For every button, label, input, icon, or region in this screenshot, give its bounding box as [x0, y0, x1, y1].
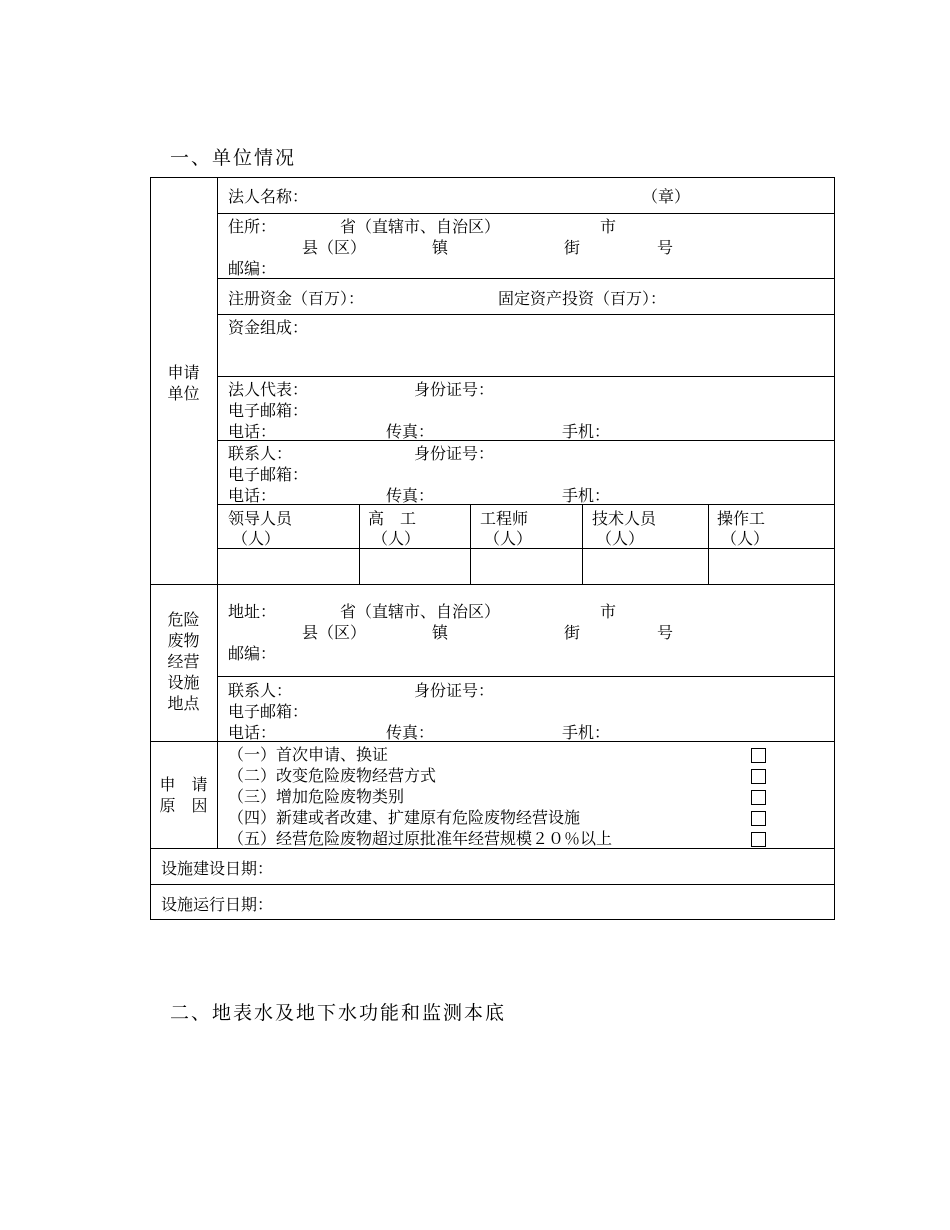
section-2-title: 二、地表水及地下水功能和监测本底: [170, 1002, 507, 1024]
legal-rep-mobile: 手机：: [562, 422, 611, 441]
reason-checkbox-3[interactable]: [751, 790, 766, 805]
facility-address-label: 地址：: [228, 602, 277, 621]
reason-item-3: （三）增加危险废物类别: [228, 787, 405, 806]
staff-header-engineers-unit: （人）: [484, 529, 533, 548]
contact-id: 身份证号：: [414, 444, 495, 463]
staff-header-technicians-unit: （人）: [596, 529, 645, 548]
reason-checkbox-4[interactable]: [751, 811, 766, 826]
address-number: 号: [657, 238, 674, 257]
address-city: 市: [600, 217, 617, 236]
staff-count-technicians[interactable]: [583, 549, 708, 584]
reason-checkbox-5[interactable]: [751, 832, 766, 847]
staff-header-operators-unit: （人）: [721, 529, 770, 548]
legal-rep-fax: 传真：: [386, 422, 435, 441]
seal-label: （章）: [642, 187, 691, 206]
capital-composition-label: 资金组成：: [228, 318, 309, 337]
reason-item-5: （五）经营危险废物超过原批准年经营规模２０％以上: [228, 829, 613, 848]
facility-contact-label: 联系人：: [228, 681, 293, 700]
facility-address-province: 省（直辖市、自治区）: [340, 602, 501, 621]
reason-checkbox-2[interactable]: [751, 769, 766, 784]
staff-count-leaders[interactable]: [218, 549, 359, 584]
reason-item-1: （一）首次申请、换证: [228, 745, 389, 764]
address-street: 街: [564, 238, 581, 257]
staff-header-operators: 操作工: [717, 509, 766, 528]
staff-header-leaders: 领导人员: [228, 509, 293, 528]
staff-header-senior-engineers: 高 工: [368, 509, 417, 528]
fixed-assets-label: 固定资产投资（百万）：: [498, 289, 667, 308]
construction-date-label: 设施建设日期：: [161, 859, 274, 878]
facility-contact-id: 身份证号：: [414, 681, 495, 700]
facility-address-postcode: 邮编：: [228, 644, 277, 663]
section-1-title: 一、单位情况: [170, 147, 297, 169]
staff-count-senior-engineers[interactable]: [360, 549, 470, 584]
address-label: 住所：: [228, 217, 277, 236]
legal-rep-id: 身份证号：: [414, 380, 495, 399]
legal-rep-label: 法人代表：: [228, 380, 309, 399]
facility-contact-email: 电子邮箱：: [228, 702, 309, 721]
legal-rep-phone: 电话：: [228, 422, 277, 441]
applicant-label: 申请 单位: [167, 363, 200, 403]
registered-capital-label: 注册资金（百万）：: [228, 289, 365, 308]
contact-email: 电子邮箱：: [228, 465, 309, 484]
facility-address-street: 街: [564, 623, 581, 642]
contact-mobile: 手机：: [562, 486, 611, 505]
address-postcode: 邮编：: [228, 259, 277, 278]
staff-header-technicians: 技术人员: [592, 509, 657, 528]
legal-name-label: 法人名称：: [228, 187, 309, 206]
facility-address-county: 县（区）: [302, 623, 367, 642]
facility-label: 危险 废物 经营 设施 地点: [167, 610, 200, 713]
staff-header-senior-engineers-unit: （人）: [372, 529, 421, 548]
contact-label: 联系人：: [228, 444, 293, 463]
facility-contact-fax: 传真：: [386, 723, 435, 742]
address-county: 县（区）: [302, 238, 367, 257]
reasons-label: 申 请 原 因: [159, 775, 208, 815]
contact-phone: 电话：: [228, 486, 277, 505]
facility-address-town: 镇: [432, 623, 449, 642]
staff-header-engineers: 工程师: [480, 509, 529, 528]
address-town: 镇: [432, 238, 449, 257]
facility-contact-mobile: 手机：: [562, 723, 611, 742]
reason-checkbox-1[interactable]: [751, 748, 766, 763]
address-province: 省（直辖市、自治区）: [340, 217, 501, 236]
facility-address-city: 市: [600, 602, 617, 621]
staff-count-engineers[interactable]: [471, 549, 582, 584]
reason-item-4: （四）新建或者改建、扩建原有危险废物经营设施: [228, 808, 581, 827]
facility-contact-phone: 电话：: [228, 723, 277, 742]
operation-date-label: 设施运行日期：: [161, 895, 274, 914]
legal-rep-email: 电子邮箱：: [228, 401, 309, 420]
facility-address-number: 号: [657, 623, 674, 642]
staff-count-operators[interactable]: [709, 549, 834, 584]
contact-fax: 传真：: [386, 486, 435, 505]
staff-header-leaders-unit: （人）: [232, 529, 281, 548]
reason-item-2: （二）改变危险废物经营方式: [228, 766, 437, 785]
